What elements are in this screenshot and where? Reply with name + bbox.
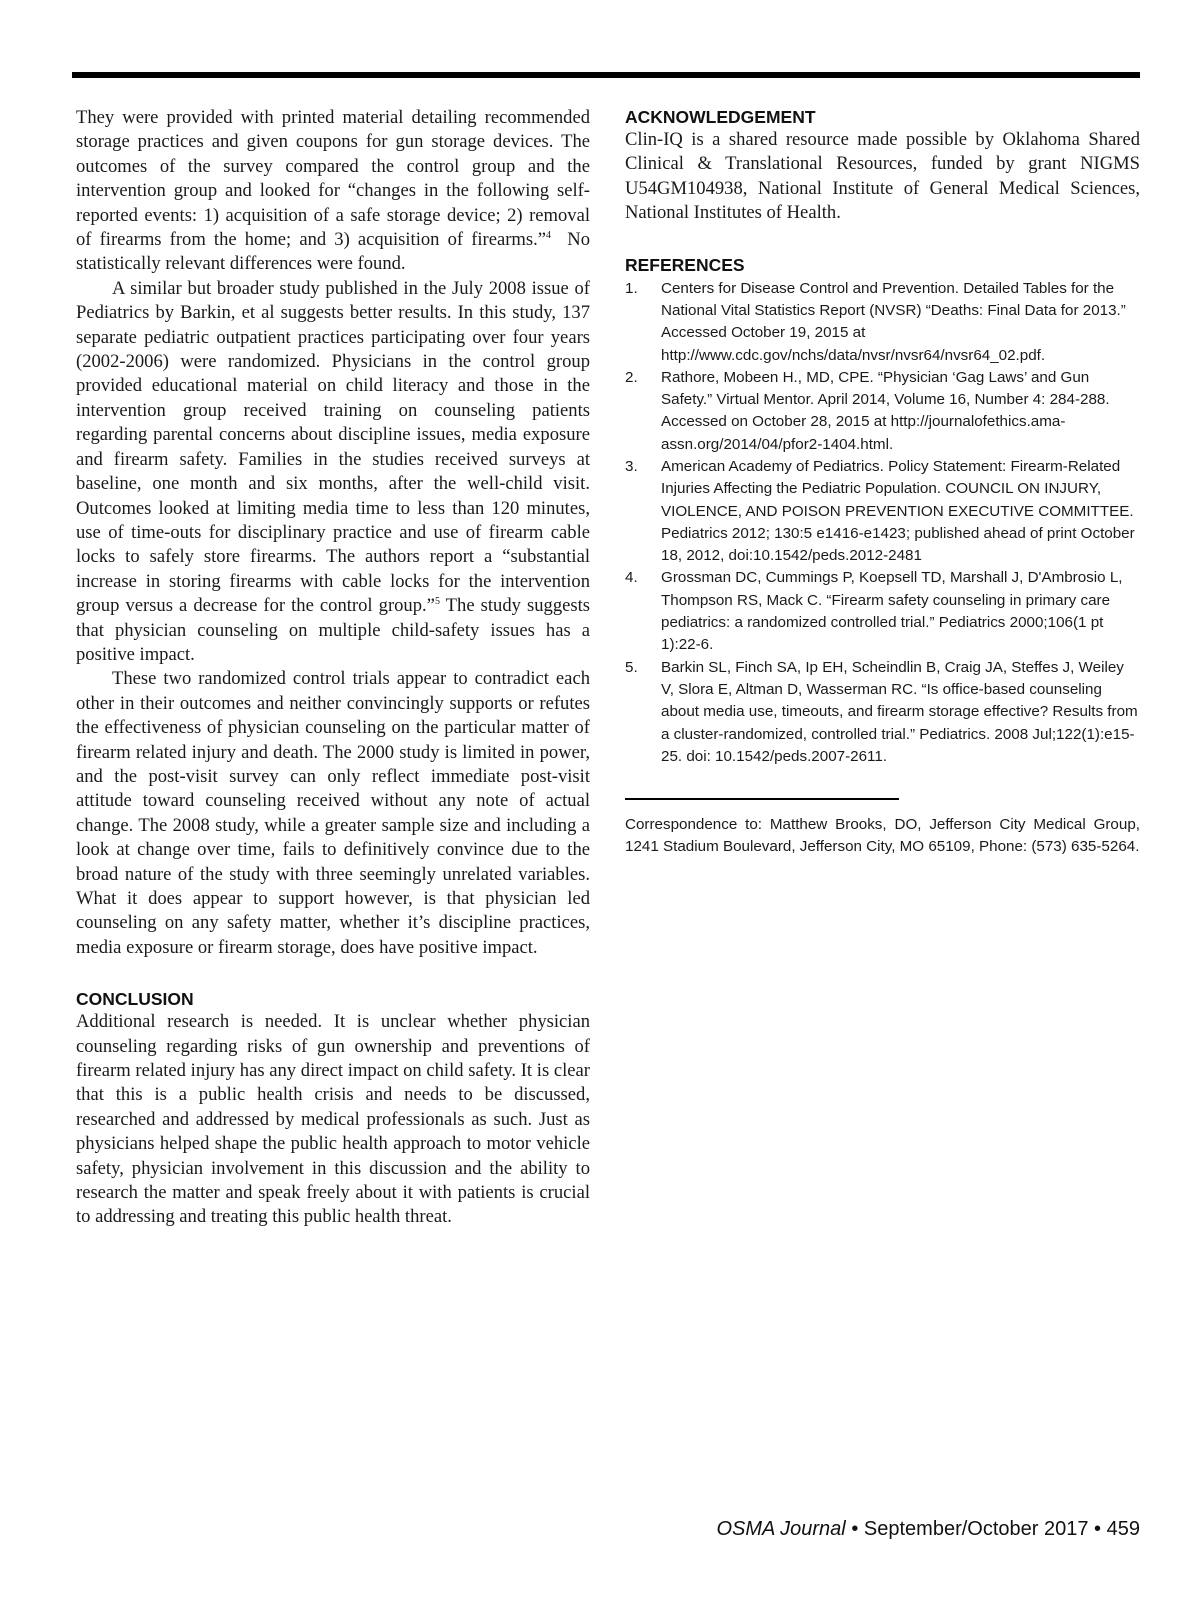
reference-item xyxy=(625,367,1140,456)
reference-item xyxy=(625,657,1140,768)
acknowledgement-text: Clin-IQ is a shared resource made possible by Oklahoma Shared Clinical & Translational Resources, funded by grant NIGMS U54GM104938, National Institute of General Medical Sciences, National Institutes of Health. xyxy=(625,129,1140,224)
references-heading: REFERENCES xyxy=(625,254,745,275)
reference-text: American Academy of Pediatrics. Policy Statement: Firearm-Related Injuries Affecting the Pediatric Population. COUNCIL ON INJURY, VIOLENCE, AND POISON PREVENTION EXECUTIVE COMMITTEE. Pediatrics 2012; 130:5 e1416-e1423; published ahead of print October 18, 2012, doi:10.1542/peds.2012-2481 xyxy=(661,458,1135,565)
correspondence-text: Correspondence to: Matthew Brooks, DO, Jefferson City Medical Group, 1241 Stadium Boulevard, Jefferson City, MO 65109, Phone: (573) 635-5264. xyxy=(625,816,1140,856)
reference-text: Rathore, Mobeen H., MD, CPE. “Physician ‘Gag Laws’ and Gun Safety.” Virtual Mentor. April 2014, Volume 16, Number 4: 284-288. Accessed on October 28, 2015 at http://journalofethics.ama-assn.org/2014/04/pfor2-1404.html. xyxy=(661,368,1110,453)
body-paragraph: These two randomized control trials appear to contradict each other in their outcomes and neither convincingly supports or refutes the effectiveness of physician counseling on the particular matter of firearm related injury and death. The 2000 study is limited in power, and the post-visit survey can only reflect immediate post-visit attitude toward counseling received without any note of actual change. The 2008 study, while a greater sample size and including a look at change over time, fails to definitively convince due to the broad nature of the study with three seemingly unrelated variables. What it does appear to support however, is that physician led counseling on any safety matter, whether it’s discipline practices, media exposure or firearm storage, does have positive impact. xyxy=(76,668,590,958)
reference-number: 1. xyxy=(625,279,638,297)
reference-number: 4. xyxy=(625,569,638,587)
right-column xyxy=(625,106,1140,874)
citation-superscript: 5 xyxy=(434,595,440,607)
footer-separator: • xyxy=(1094,1518,1102,1540)
reference-text: Grossman DC, Cummings P, Koepsell TD, Marshall J, D'Ambrosio L, Thompson RS, Mack C. “Firearm safety counseling in primary care pediatrics: a randomized controlled trial.” Pediatrics 2000;106(1 pt 1):22-6. xyxy=(661,569,1123,654)
body-paragraph: They were provided with printed material detailing recommended storage practices and given coupons for gun storage devices. The outcomes of the survey compared the control group and the intervention group and looked for “changes in the following self-reported events: 1) acquisition of a safe storage device; 2) removal of firearms from the home; and 3) acquisition of firearms.”$^4$ No statistically relevant differences were found. xyxy=(76,107,591,275)
conclusion-text: Additional research is needed. It is unclear whether physician counseling regarding risks of gun ownership and preventions of firearm related injury has any direct impact on child safety. It is clear that this is a public health crisis and needs to be discussed, researched and addressed by medical professionals as such. Just as physicians helped shape the public health approach to motor vehicle safety, physician involvement in this discussion and the ability to research the matter and speak freely about it with patients is crucial to addressing and treating this public health threat. xyxy=(76,1011,590,1228)
top-rule xyxy=(72,72,1140,78)
page-number: 459 xyxy=(1106,1518,1140,1540)
citation-superscript: 4 xyxy=(546,229,552,241)
reference-item xyxy=(625,278,1140,367)
conclusion-heading: CONCLUSION xyxy=(76,989,194,1010)
correspondence-rule xyxy=(625,798,899,800)
reference-number: 5. xyxy=(625,658,638,676)
body-paragraph: A similar but broader study published in the July 2008 issue of Pediatrics by Barkin, et al suggests better results. In this study, 137 separate pediatric outpatient practices participating over four years (2002-2006) were randomized. Physicians in the control group provided educational material on child literacy and those in the intervention group received training on counseling patients regarding parental concerns about discipline issues, media exposure and firearm safety. Families in the studies received surveys at baseline, one month and six months, after the well-child visit. Outcomes looked at limiting media time to less than 120 minutes, use of time-outs for disciplinary practice and use of firearm cable locks to safely store firearms. The authors report a “substantial increase in storing firearms with cable locks for the intervention group versus a decrease for the control group.”$^5$ The study suggests that physician counseling on multiple child-safety issues has a positive impact. xyxy=(76,277,591,665)
reference-text: Centers for Disease Control and Prevention. Detailed Tables for the National Vital Statistics Report (NVSR) “Deaths: Final Data for 2013.” Accessed October 19, 2015 at http://www.cdc.gov/nchs/data/nvsr/nvsr64/nvsr64_02.pdf. xyxy=(661,279,1126,364)
reference-item xyxy=(625,567,1140,656)
reference-number: 2. xyxy=(625,368,638,386)
page-footer xyxy=(716,1518,1140,1541)
reference-item xyxy=(625,456,1140,567)
journal-name: OSMA Journal xyxy=(716,1518,846,1540)
reference-number: 3. xyxy=(625,458,638,475)
issue-date: September/October 2017 xyxy=(863,1518,1089,1540)
footer-separator: • xyxy=(851,1518,859,1540)
references-list xyxy=(625,278,1140,769)
acknowledgement-heading: ACKNOWLEDGEMENT xyxy=(625,107,816,127)
reference-text: Barkin SL, Finch SA, Ip EH, Scheindlin B, Craig JA, Steffes J, Weiley V, Slora E, Altman D, Wasserman RC. “Is office-based counseling about media use, timeouts, and firearm storage effective? Results from a cluster-randomized, controlled trial.” Pediatrics. 2008 Jul;122(1):e15-25. doi: 10.1542/peds.2007-2611. xyxy=(661,658,1138,765)
left-column xyxy=(76,106,590,1230)
